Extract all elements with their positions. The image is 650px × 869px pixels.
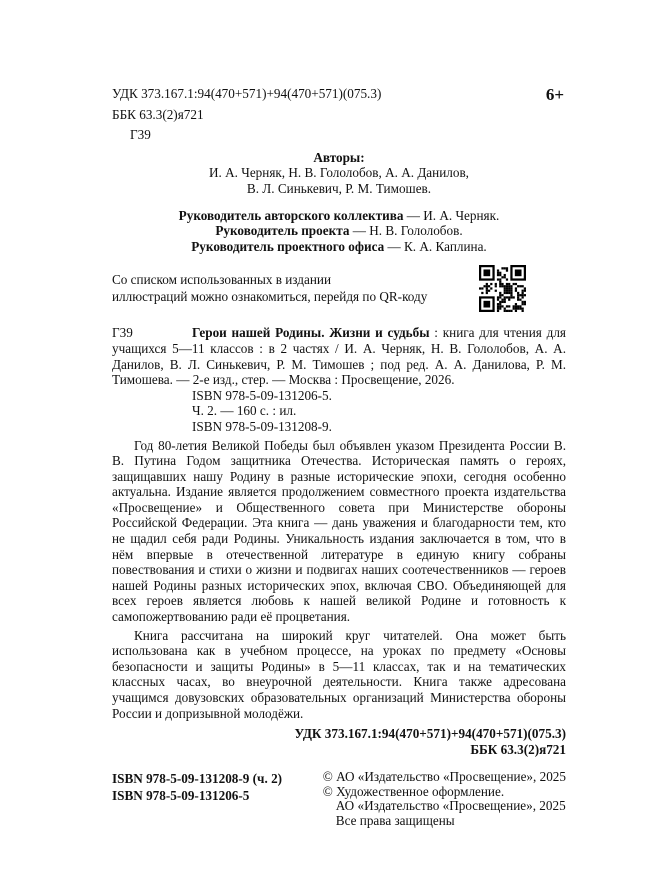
qr-code-icon	[479, 265, 526, 312]
lead-line-project	[112, 223, 566, 239]
footer-isbn-2: ISBN 978-5-09-131206-5	[112, 787, 250, 803]
copyright-line-3: АО «Издательство «Просвещение», 2025	[335, 798, 566, 814]
annotation-paragraph-2: Книга рассчитана на широкий круг читателей. Она может быть использована как в учебном процессе, на уроках по предмету «Основы безопасности и защиты Родины» в 5—11 классах, так и на тематических классных часах, во внеурочной деятельности. Книга также адресована учащимся довузовских образовательных организаций Министерства обороны России и допризывной молодёжи.	[112, 627, 566, 721]
age-rating-badge: 6+	[545, 85, 564, 104]
classification-codes	[112, 86, 381, 148]
biblio-description	[112, 325, 566, 387]
lead-role: Руководитель проектного офиса	[191, 238, 385, 254]
isbn-part1-line: ISBN 978-5-09-131206-5.	[192, 387, 332, 403]
biblio-description-rest: : книга для чтения для учащихся 5—11 классов : в 2 частях / И. А. Черняк, Н. В. Гололобов, А. А. Данилов, В. Л. Синькевич, Р. М. Тимошев ; под ред. А. А. Данилова, Р. М. Тимошева. — 2-е изд., стер. — Москва : Просвещение, 2026.	[112, 325, 566, 388]
copyright-line-4: Все права защищены	[335, 813, 455, 829]
copyright-line-2: © Художественное оформление.	[322, 783, 505, 799]
authors-block	[112, 150, 566, 197]
biblio-author-code: Г39	[112, 325, 133, 341]
bottom-codes	[112, 726, 566, 758]
authors-heading: Авторы:	[313, 149, 365, 165]
qr-note-line-2: иллюстраций можно ознакомиться, перейдя по QR-коду	[112, 288, 428, 304]
authors-line-2: В. Л. Синькевич, Р. М. Тимошев.	[246, 180, 432, 196]
lead-name: — И. А. Черняк.	[403, 207, 500, 223]
book-title: Герои нашей Родины. Жизни и судьбы	[192, 325, 430, 341]
lead-name: — К. А. Каплина.	[384, 238, 487, 254]
qr-note-text	[112, 272, 427, 305]
footer-isbn-block	[112, 770, 282, 829]
isbn-part2-line: ISBN 978-5-09-131208-9.	[192, 418, 332, 434]
leadership-block	[112, 208, 566, 255]
copyright-block	[323, 770, 566, 829]
author-sign-code: Г39	[130, 127, 151, 143]
qr-note-line-1: Со списком использованных в издании	[112, 272, 331, 288]
bbk-bottom-line: ББК 63.3(2)я721	[470, 741, 566, 757]
annotation-paragraph-1: Год 80-летия Великой Победы был объявлен указом Президента России В. В. Путина Годом защитника Отечества. Историческая память о героях, защищавших нашу Родину в разные исторические эпохи, сегодня особенно актуальна. Издание является продолжением совместного проекта издательства «Просвещение» и Общественного совета при Министерстве обороны Российской Федерации. Эта книга — дань уважения и благодарности тем, кто не щадил себя ради Родины. Уникальность издания заключается в том, что в нём впервые в отечественной литературе в единую книгу собраны повествования и стихи о жизни и подвигах наших соотечественников — героев нашей Родины разных исторических эпох, включая СВО. Объединяющей для всех героев является любовь к нашей великой Родине и готовность к самопожертвованию ради её процветания.	[112, 437, 566, 625]
lead-line-team	[112, 208, 566, 224]
lead-role: Руководитель проекта	[215, 223, 350, 239]
footer-isbn-1: ISBN 978-5-09-131208-9 (ч. 2)	[112, 770, 283, 786]
lead-line-office	[112, 239, 566, 255]
top-codes-row	[112, 86, 566, 148]
copyright-line-1: © АО «Издательство «Просвещение», 2025	[322, 768, 566, 784]
qr-note-row	[112, 265, 566, 312]
imprint-footer	[112, 758, 566, 829]
lead-role: Руководитель авторского коллектива	[178, 207, 404, 223]
udk-bottom-line: УДК 373.167.1:94(470+571)+94(470+571)(075.3)	[294, 726, 566, 742]
bibliographic-entry	[112, 325, 566, 757]
udk-line: УДК 373.167.1:94(470+571)+94(470+571)(075.3)	[112, 86, 382, 101]
bbk-line: ББК 63.3(2)я721	[112, 106, 204, 122]
authors-line-1: И. А. Черняк, Н. В. Гололобов, А. А. Данилов,	[209, 165, 469, 181]
part-info-line: Ч. 2. — 160 с. : ил.	[192, 403, 297, 419]
lead-name: — Н. В. Гололобов.	[349, 223, 463, 239]
